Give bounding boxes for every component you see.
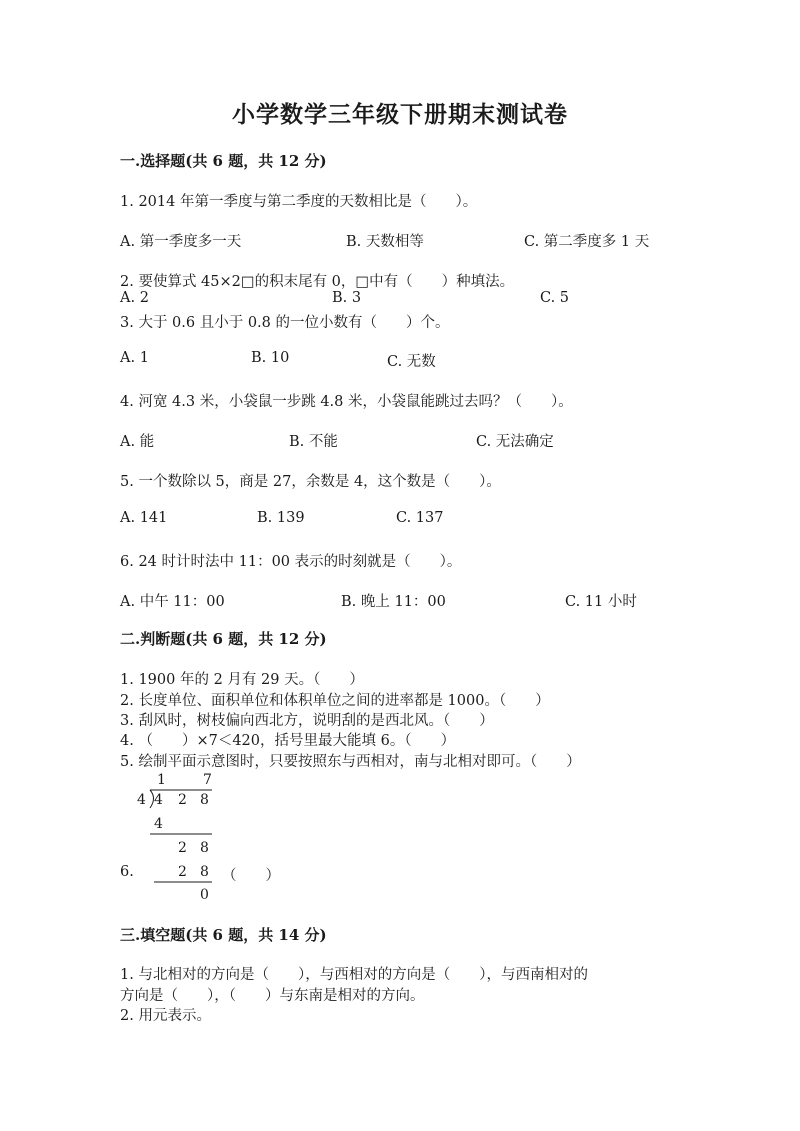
quotient-digit-2: 7	[203, 772, 212, 788]
option-1-4-a: A. 能	[120, 434, 155, 450]
option-1-3-c: C. 无数	[387, 354, 436, 370]
judgment-2: 2. 长度单位、面积单位和体积单位之间的进率都是 1000。（ ）	[120, 693, 550, 709]
remainder-digit: 0	[200, 887, 209, 902]
option-1-2-b: B. 3	[332, 290, 362, 306]
option-1-3-a: A. 1	[120, 350, 149, 366]
judgment-6-number: 6.	[120, 864, 134, 880]
section-header-judgment: 二.判断题(共 6 题，共 12 分)	[120, 630, 327, 648]
step2-digit-2: 8	[200, 840, 209, 856]
dividend-digit-3: 8	[200, 792, 209, 808]
step3-digit-2: 8	[200, 864, 209, 880]
judgment-1: 1. 1900 年的 2 月有 29 天。（ ）	[120, 672, 364, 688]
option-1-6-b: B. 晚上 11：00	[341, 594, 446, 610]
step1-digit: 4	[154, 816, 163, 832]
question-1-2: 2. 要使算式 45×2□的积末尾有 0，□中有（ ）种填法。	[120, 274, 515, 290]
option-1-6-c: C. 11 小时	[565, 594, 637, 610]
fill-2: 2. 用元表示。	[120, 1008, 211, 1024]
option-1-5-c: C. 137	[396, 510, 444, 526]
step2-digit-1: 2	[178, 840, 187, 856]
question-1-3: 3. 大于 0.6 且小于 0.8 的一位小数有（ ）个。	[120, 315, 450, 331]
option-1-4-c: C. 无法确定	[476, 434, 554, 450]
fill-1-line-1: 1. 与北相对的方向是（ ），与西相对的方向是（ ），与西南相对的	[120, 967, 588, 983]
judgment-6-paren: （ ）	[222, 868, 280, 884]
section-header-choice: 一.选择题(共 6 题，共 12 分)	[120, 152, 327, 170]
option-1-1-a: A. 第一季度多一天	[120, 234, 242, 250]
question-1-1: 1. 2014 年第一季度与第二季度的天数相比是（ ）。	[120, 194, 478, 210]
page-title: 小学数学三年级下册期末测试卷	[232, 101, 568, 128]
option-1-3-b: B. 10	[251, 350, 290, 366]
judgment-3: 3. 刮风时，树枝偏向西北方，说明刮的是西北风。（ ）	[120, 713, 494, 729]
option-1-4-b: B. 不能	[289, 434, 338, 450]
option-1-2-c: C. 5	[540, 290, 570, 306]
judgment-5: 5. 绘制平面示意图时，只要按照东与西相对，南与北相对即可。（ ）	[120, 754, 581, 770]
question-1-6: 6. 24 时计时法中 11：00 表示的时刻就是（ ）。	[120, 554, 462, 570]
option-1-6-a: A. 中午 11：00	[120, 594, 225, 610]
step3-digit-1: 2	[178, 864, 187, 880]
option-1-5-a: A. 141	[120, 510, 168, 526]
long-division-figure	[130, 770, 230, 902]
judgment-4: 4. （ ）×7＜420，括号里最大能填 6。（ ）	[120, 733, 456, 749]
quotient-digit-1: 1	[157, 772, 166, 788]
option-1-2-a: A. 2	[120, 290, 149, 306]
option-1-5-b: B. 139	[257, 510, 305, 526]
dividend-digit-2: 2	[178, 792, 187, 808]
question-1-5: 5. 一个数除以 5，商是 27，余数是 4，这个数是（ ）。	[120, 474, 501, 490]
option-1-1-c: C. 第二季度多 1 天	[524, 234, 650, 250]
option-1-1-b: B. 天数相等	[346, 234, 424, 250]
section-header-fill: 三.填空题(共 6 题，共 14 分)	[120, 926, 327, 944]
dividend-digit-1: 4	[154, 792, 163, 808]
divisor-digit: 4	[137, 792, 146, 808]
fill-1-line-2: 方向是（ ），（ ）与东南是相对的方向。	[120, 988, 425, 1004]
division-bracket	[150, 790, 154, 808]
question-1-4: 4. 河宽 4.3 米，小袋鼠一步跳 4.8 米，小袋鼠能跳过去吗？（ ）。	[120, 394, 573, 410]
